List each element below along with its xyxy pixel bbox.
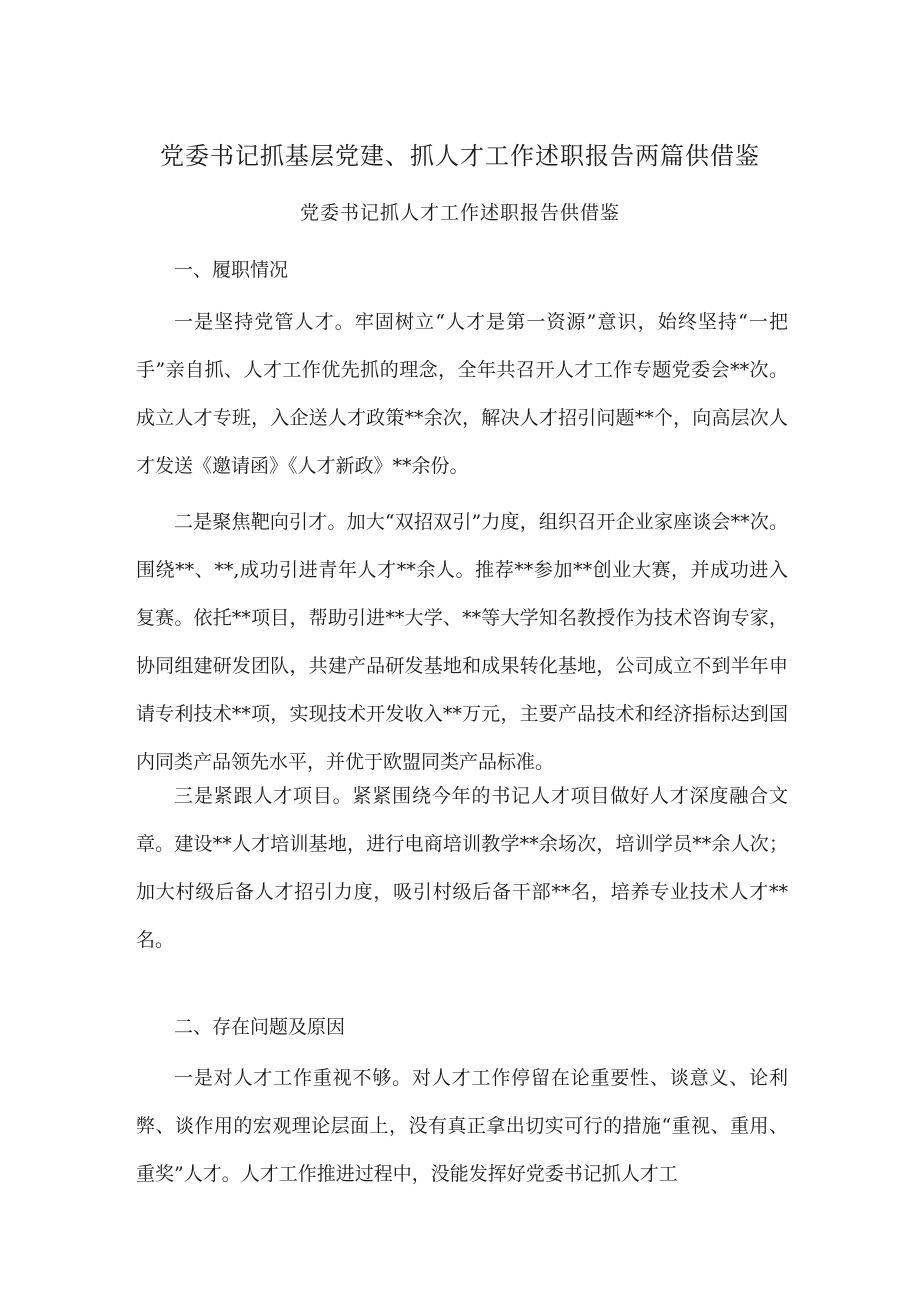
document-subtitle: 党委书记抓人才工作述职报告供借鉴 [299, 202, 620, 224]
section-heading-1: 一、履职情况 [174, 259, 289, 281]
section-heading-2: 二、存在问题及原因 [174, 1016, 346, 1038]
paragraph-1-1: 一是坚持党管人才。牢固树立“人才是第一资源”意识，始终坚持“一把手”亲自抓、人才工作优先抓的理念，全年共召开人才工作专题党委会**次。成立人才专班，入企送人才政策**余次，解决人才招引问题**个，向高层次人才发送《邀请函》《人才新政》**余份。 [136, 311, 788, 477]
paragraph-1-3: 三是紧跟人才项目。紧紧围绕今年的书记人才项目做好人才深度融合文章。建设**人才培训基地，进行电商培训教学**余场次，培训学员**余人次；加大村级后备人才招引力度，吸引村级后备干部**名，培养专业技术人才**名。 [136, 785, 788, 951]
document-title: 党委书记抓基层党建、抓人才工作述职报告两篇供借鉴 [160, 142, 760, 170]
paragraph-2-1: 一是对人才工作重视不够。对人才工作停留在论重要性、谈意义、论利弊、谈作用的宏观理论层面上，没有真正拿出切实可行的措施“重视、重用、重奖”人才。人才工作推进过程中，没能发挥好党委书记抓人才工 [136, 1067, 788, 1185]
paragraph-1-2: 二是聚焦靶向引才。加大“双招双引”力度，组织召开企业家座谈会**次。围绕**、**,成功引进青年人才**余人。推荐**参加**创业大赛，并成功进入复赛。依托**项目，帮助引进**大学、**等大学知名教授作为技术咨询专家，协同组建研发团队，共建产品研发基地和成果转化基地，公司成立不到半年申请专利技术**项，实现技术开发收入**万元，主要产品技术和经济指标达到国内同类产品领先水平，并优于欧盟同类产品标准。 [136, 511, 788, 773]
